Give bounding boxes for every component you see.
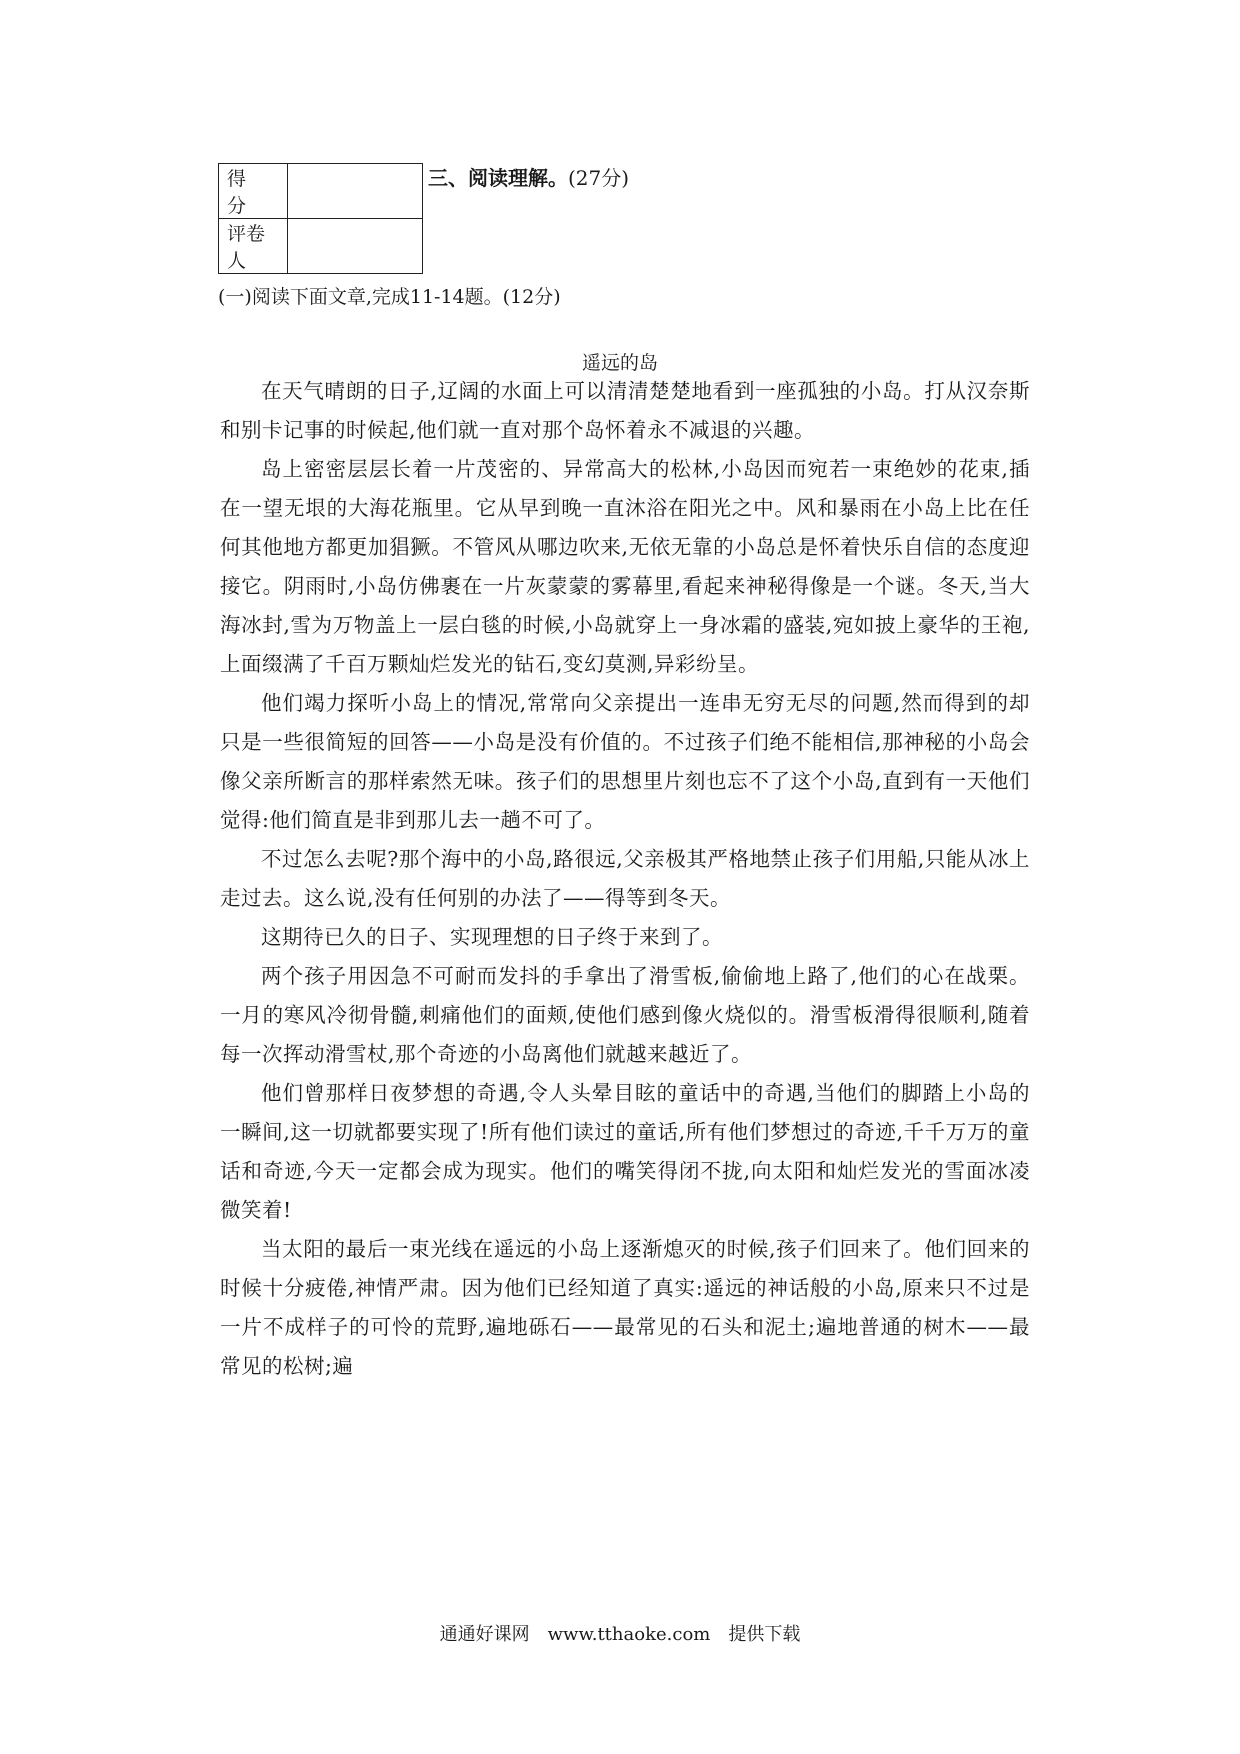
essay-title: 遥远的岛: [581, 352, 658, 374]
section-heading: [428, 162, 629, 191]
paragraph: 不过怎么去呢?那个海中的小岛,路很远,父亲极其严格地禁止孩子们用船,只能从冰上走过去。这么说,没有任何别的办法了——得等到冬天。: [220, 847, 1030, 910]
paragraph: 在天气晴朗的日子,辽阔的水面上可以清清楚楚地看到一座孤独的小岛。打从汉奈斯和别卡记事的时候起,他们就一直对那个岛怀着永不减退的兴趣。: [220, 379, 1030, 442]
paragraph: 他们曾那样日夜梦想的奇遇,令人头晕目眩的童话中的奇遇,当他们的脚踏上小岛的一瞬间,这一切就都要实现了!所有他们读过的童话,所有他们梦想过的奇迹,千千万万的童话和奇迹,今天一定都会成为现实。他们的嘴笑得闭不拢,向太阳和灿烂发光的雪面冰凌微笑着!: [220, 1081, 1030, 1222]
section-points: (27分): [568, 166, 630, 190]
paragraph: 两个孩子用因急不可耐而发抖的手拿出了滑雪板,偷偷地上路了,他们的心在战栗。一月的寒风冷彻骨髓,刺痛他们的面颊,使他们感到像火烧似的。滑雪板滑得很顺利,随着每一次挥动滑雪杖,那个奇迹的小岛离他们就越来越近了。: [220, 964, 1030, 1066]
section-heading-text: 三、阅读理解。: [428, 166, 568, 190]
score-label: 得 分: [219, 164, 288, 219]
grader-row: [219, 219, 423, 274]
paragraph: 他们竭力探听小岛上的情况,常常向父亲提出一连串无穷无尽的问题,然而得到的却只是一些很简短的回答——小岛是没有价值的。不过孩子们绝不能相信,那神秘的小岛会像父亲所断言的那样索然无味。孩子们的思想里片刻也忘不了这个小岛,直到有一天他们觉得:他们简直是非到那儿去一趟不可了。: [220, 691, 1030, 832]
score-box: [218, 163, 423, 274]
essay-body: [220, 372, 1030, 1386]
paragraph: 这期待已久的日子、实现理想的日子终于来到了。: [261, 925, 723, 949]
score-row: [219, 164, 423, 219]
grader-blank: [288, 219, 423, 274]
footer-credit: 通通好课网 www.tthaoke.com 提供下载: [439, 1624, 801, 1645]
paragraph: 当太阳的最后一束光线在遥远的小岛上逐渐熄灭的时候,孩子们回来了。他们回来的时候十分疲倦,神情严肃。因为他们已经知道了真实:遥远的神话般的小岛,原来只不过是一片不成样子的可怜的荒野,遍地砾石——最常见的石头和泥土;遍地普通的树木——最常见的松树;遍: [220, 1237, 1030, 1378]
grader-label: 评卷人: [219, 219, 288, 274]
sub-section-instruction: (一)阅读下面文章,完成11-14题。(12分): [218, 286, 561, 308]
paragraph: 岛上密密层层长着一片茂密的、异常高大的松林,小岛因而宛若一束绝妙的花束,插在一望无垠的大海花瓶里。它从早到晚一直沐浴在阳光之中。风和暴雨在小岛上比在任何其他地方都更加猖獗。不管风从哪边吹来,无依无靠的小岛总是怀着快乐自信的态度迎接它。阴雨时,小岛仿佛裹在一片灰蒙蒙的雾幕里,看起来神秘得像是一个谜。冬天,当大海冰封,雪为万物盖上一层白毯的时候,小岛就穿上一身冰霜的盛装,宛如披上豪华的王袍,上面缀满了千百万颗灿烂发光的钻石,变幻莫测,异彩纷呈。: [220, 457, 1030, 676]
score-blank: [288, 164, 423, 219]
